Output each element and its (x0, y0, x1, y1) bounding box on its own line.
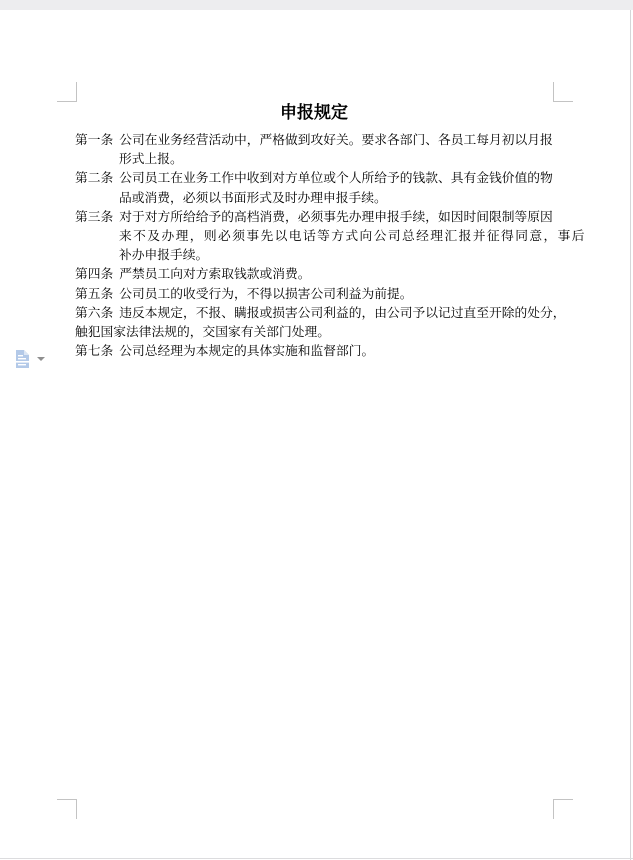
regulation-line[interactable] (0, 246, 633, 265)
article-label: 第六条 (75, 305, 114, 321)
regulation-line[interactable] (0, 131, 633, 150)
article-label: 第一条 (75, 133, 114, 148)
article-text: 品或消费，必须以书面形式及时办理申报手续。 (119, 190, 387, 206)
regulation-line[interactable] (0, 342, 633, 361)
article-text: 严禁员工向对方索取钱款或消费。 (119, 267, 311, 283)
document-title[interactable]: 申报规定 (280, 103, 348, 123)
regulation-line[interactable] (0, 169, 633, 188)
article-label: 第三条 (75, 209, 114, 225)
article-text: 公司在业务经营活动中，严格做到攻好关。要求各部门、各员工每月初以月报 (119, 133, 553, 148)
article-text: 公司总经理为本规定的具体实施和监督部门。 (119, 344, 375, 360)
article-text: 补办申报手续。 (119, 248, 209, 264)
article-text: 形式上报。 (119, 152, 183, 168)
page-bottom-edge (0, 858, 633, 859)
article-text: 公司员工在业务工作中收到对方单位或个人所给予的钱款、具有金钱价值的物 (119, 171, 553, 187)
regulation-line[interactable] (0, 227, 633, 246)
regulation-line[interactable] (0, 265, 633, 284)
regulation-line[interactable] (0, 189, 633, 208)
article-text: 触犯国家法律法规的，交国家有关部门处理。 (75, 324, 330, 340)
margin-crop-mark-top-left (57, 82, 77, 102)
article-label: 第七条 (75, 344, 114, 360)
margin-crop-mark-bottom-right (553, 799, 573, 819)
article-text: 公司员工的收受行为，不得以损害公司利益为前提。 (119, 286, 413, 302)
paste-options-button[interactable] (14, 347, 50, 370)
document-body[interactable] (0, 131, 633, 361)
article-text: 来不及办理，则必须事先以电话等方式向公司总经理汇报并征得同意，事后 (119, 228, 586, 244)
paste-options-dropdown-arrow[interactable] (37, 357, 45, 361)
article-text: 违反本规定，不报、瞒报或损害公司利益的，由公司予以记过直至开除的处分， (119, 305, 566, 321)
article-text: 对于对方所给给予的高档消费，必须事先办理申报手续，如因时间限制等原因 (119, 209, 553, 225)
paste-options-icon (14, 349, 31, 369)
article-label: 第四条 (75, 267, 114, 283)
regulation-line[interactable] (0, 208, 633, 227)
regulation-line[interactable] (0, 285, 633, 304)
article-label: 第五条 (75, 286, 114, 302)
window-top-band (0, 0, 633, 10)
regulation-line[interactable] (0, 323, 633, 342)
article-label: 第二条 (75, 171, 114, 187)
regulation-line[interactable] (0, 150, 633, 169)
margin-crop-mark-top-right (553, 82, 573, 102)
regulation-line[interactable] (0, 304, 633, 323)
margin-crop-mark-bottom-left (57, 799, 77, 819)
